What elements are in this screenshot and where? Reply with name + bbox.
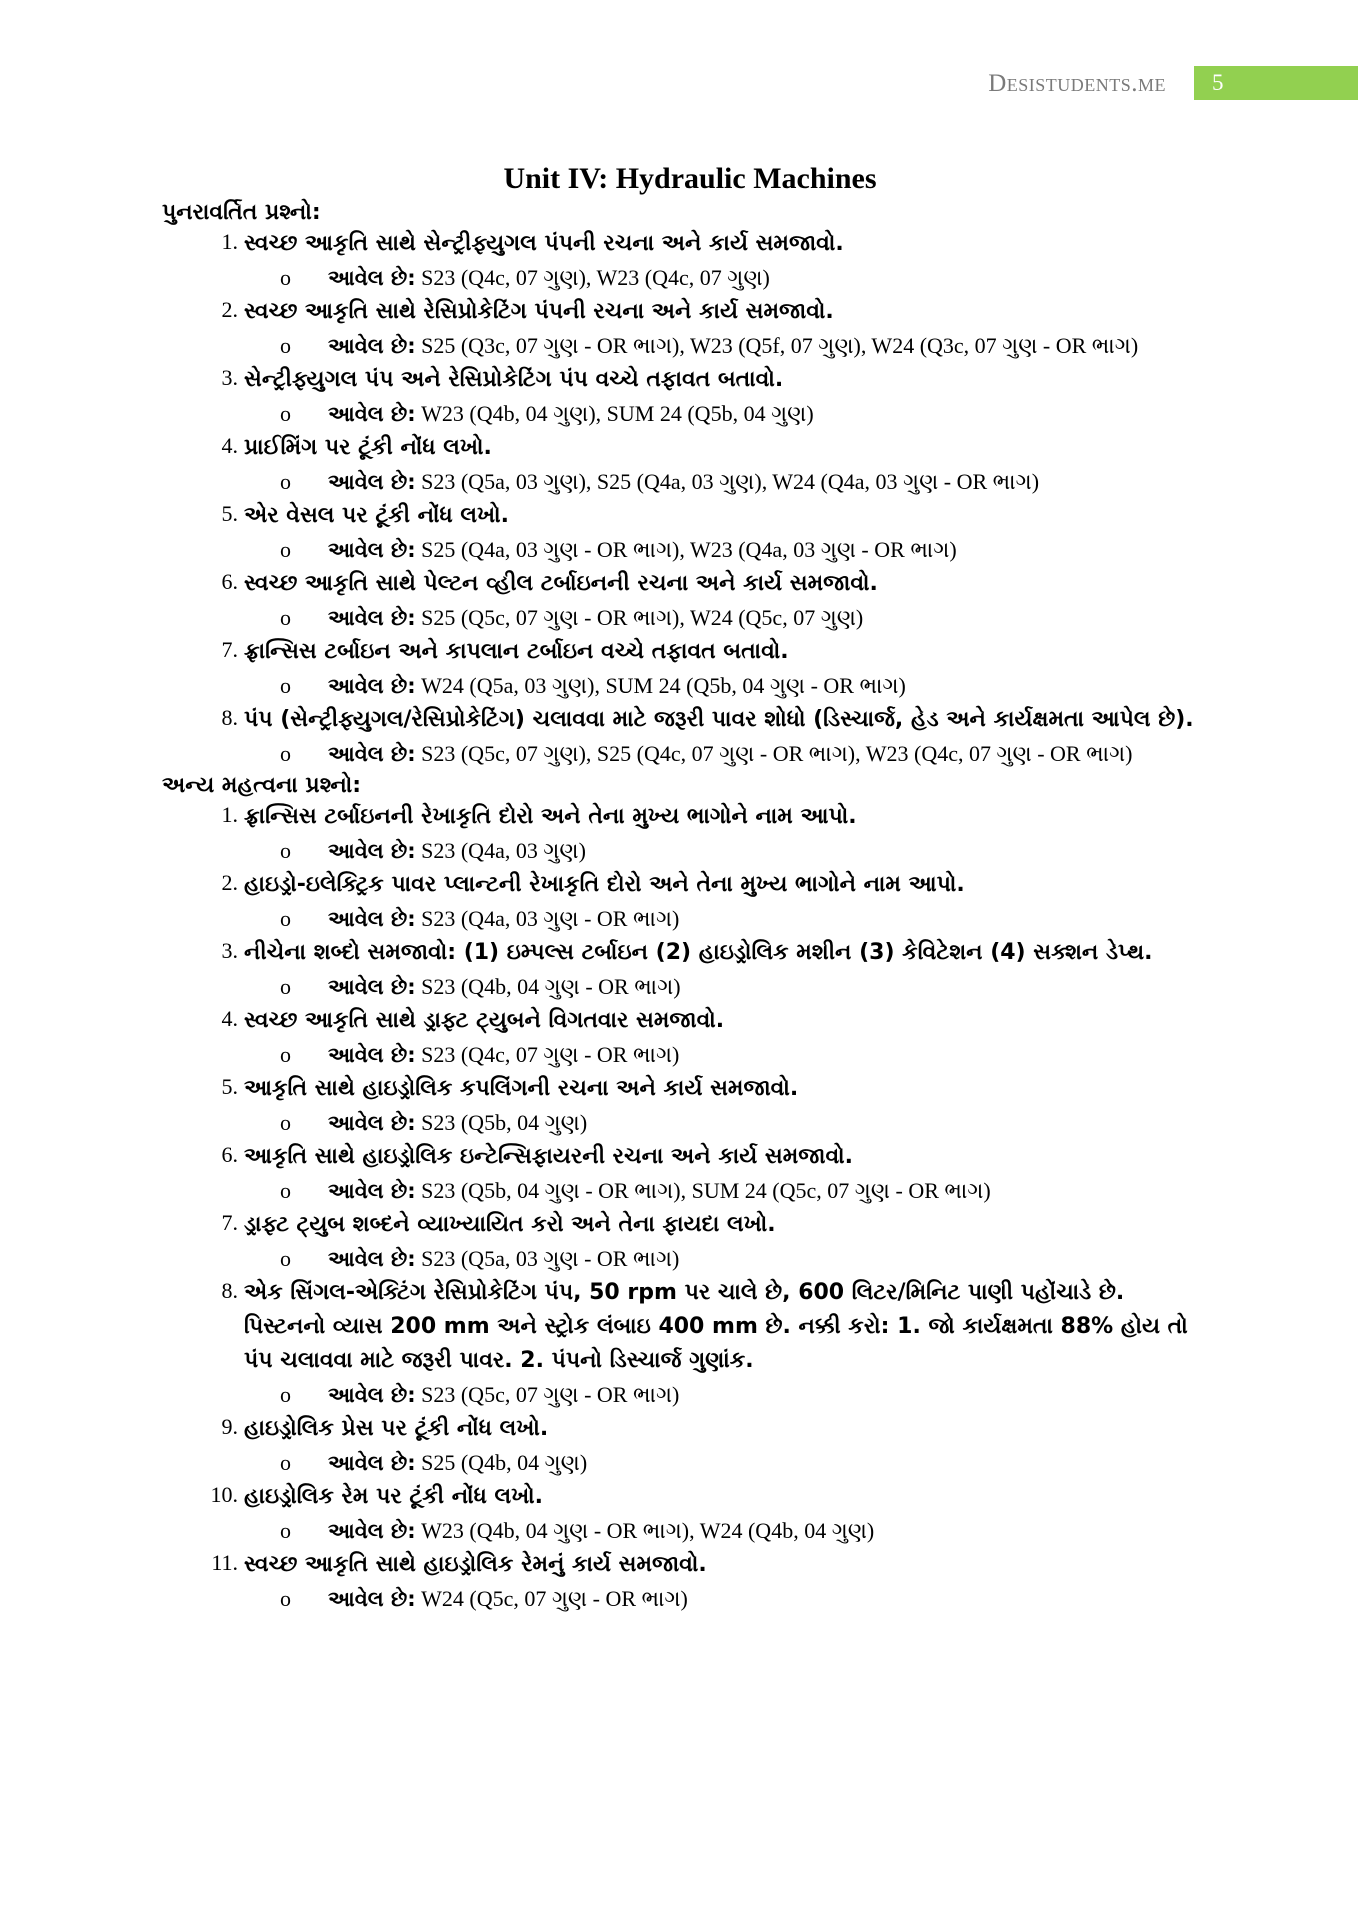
question-item	[162, 227, 1198, 295]
hollow-bullet-icon: o	[280, 1246, 291, 1271]
question-number: 3.	[221, 365, 238, 390]
question-text: સ્વચ્છ આકૃતિ સાથે હાઇડ્રોલિક રેમનું કાર્ય સમજાવો.	[244, 1552, 707, 1577]
appeared-label: આવેલ છે:	[328, 1587, 416, 1611]
question-item	[162, 1548, 1198, 1616]
appeared-in-line	[244, 1378, 1198, 1412]
question-item	[162, 635, 1198, 703]
appeared-label: આવેલ છે:	[328, 470, 416, 494]
hollow-bullet-icon: o	[280, 838, 291, 863]
question-text: એર વેસલ પર ટૂંકી નોંધ લખો.	[244, 503, 509, 528]
appeared-label: આવેલ છે:	[328, 538, 416, 562]
appeared-in-line	[244, 1038, 1198, 1072]
hollow-bullet-icon: o	[280, 1450, 291, 1475]
appeared-in-line	[244, 1446, 1198, 1480]
question-item	[162, 1276, 1198, 1412]
appeared-in-line	[244, 970, 1198, 1004]
document-content	[162, 162, 1198, 1616]
section-heading: અન્ય મહત્વના પ્રશ્નો:	[162, 773, 362, 798]
hollow-bullet-icon: o	[280, 974, 291, 999]
appeared-label: આવેલ છે:	[328, 839, 416, 863]
question-item	[162, 1412, 1198, 1480]
hollow-bullet-icon: o	[280, 1382, 291, 1407]
exam-references: S23 (Q5c, 07 ગુણ - OR ભાગ)	[421, 1382, 680, 1407]
appeared-in-line	[244, 669, 1198, 703]
question-text: હાઇડ્રો-ઇલેક્ટ્રિક પાવર પ્લાન્ટની રેખાકૃતિ દોરો અને તેના મુખ્ય ભાગોને નામ આપો.	[244, 872, 965, 897]
appeared-label: આવેલ છે:	[328, 1519, 416, 1543]
question-number: 8.	[221, 1278, 238, 1303]
appeared-in-line	[244, 261, 1198, 295]
appeared-label: આવેલ છે:	[328, 975, 416, 999]
hollow-bullet-icon: o	[280, 537, 291, 562]
hollow-bullet-icon: o	[280, 673, 291, 698]
exam-references: S25 (Q4a, 03 ગુણ - OR ભાગ), W23 (Q4a, 03 ગુણ - OR ભાગ)	[421, 537, 957, 562]
appeared-label: આવેલ છે:	[328, 402, 416, 426]
appeared-in-line	[244, 601, 1198, 635]
appeared-label: આવેલ છે:	[328, 1383, 416, 1407]
question-number: 4.	[221, 433, 238, 458]
question-text: ફ્રાન્સિસ ટર્બાઇન અને કાપલાન ટર્બાઇન વચ્ચે તફાવત બતાવો.	[244, 639, 789, 664]
question-number: 4.	[221, 1006, 238, 1031]
question-number: 6.	[221, 569, 238, 594]
question-number: 5.	[221, 1074, 238, 1099]
question-item	[162, 1072, 1198, 1140]
question-text: હાઇડ્રોલિક રેમ પર ટૂંકી નોંધ લખો.	[244, 1484, 544, 1509]
appeared-label: આવેલ છે:	[328, 1111, 416, 1135]
appeared-label: આવેલ છે:	[328, 334, 416, 358]
question-number: 8.	[221, 705, 238, 730]
section-heading: પુનરાવર્તિત પ્રશ્નો:	[162, 200, 321, 225]
exam-references: S25 (Q3c, 07 ગુણ - OR ભાગ), W23 (Q5f, 07 ગુણ), W24 (Q3c, 07 ગુણ - OR ભાગ)	[421, 333, 1139, 358]
exam-references: W23 (Q4b, 04 ગુણ - OR ભાગ), W24 (Q4b, 04 ગુણ)	[421, 1518, 875, 1543]
appeared-in-line	[244, 329, 1198, 363]
question-text: હાઇડ્રોલિક પ્રેસ પર ટૂંકી નોંધ લખો.	[244, 1416, 549, 1441]
question-item	[162, 1208, 1198, 1276]
hollow-bullet-icon: o	[280, 1518, 291, 1543]
question-number: 6.	[221, 1142, 238, 1167]
exam-references: S23 (Q4c, 07 ગુણ), W23 (Q4c, 07 ગુણ)	[421, 265, 770, 290]
question-item	[162, 431, 1198, 499]
exam-references: W24 (Q5c, 07 ગુણ - OR ભાગ)	[421, 1586, 688, 1611]
question-item	[162, 1480, 1198, 1548]
question-text: સ્વચ્છ આકૃતિ સાથે પેલ્ટન વ્હીલ ટર્બાઇનની રચના અને કાર્ય સમજાવો.	[244, 571, 878, 596]
question-number: 7.	[221, 1210, 238, 1235]
hollow-bullet-icon: o	[280, 401, 291, 426]
page-number-badge: 5	[1194, 66, 1358, 100]
question-text: ડ્રાફ્ટ ટ્યુબ શબ્દને વ્યાખ્યાયિત કરો અને તેના ફાયદા લખો.	[244, 1212, 776, 1237]
question-item	[162, 868, 1198, 936]
exam-references: S23 (Q5c, 07 ગુણ), S25 (Q4c, 07 ગુણ - OR ભાગ), W23 (Q4c, 07 ગુણ - OR ભાગ)	[421, 741, 1133, 766]
exam-references: S23 (Q4a, 03 ગુણ)	[421, 838, 586, 863]
question-text: નીચેના શબ્દો સમજાવો: (1) ઇમ્પલ્સ ટર્બાઇન (2) હાઇડ્રોલિક મશીન (3) કેવિટેશન (4) સક્શન ડેપ્થ.	[244, 940, 1153, 965]
question-number: 7.	[221, 637, 238, 662]
appeared-label: આવેલ છે:	[328, 1247, 416, 1271]
exam-references: S23 (Q5b, 04 ગુણ)	[421, 1110, 588, 1135]
appeared-in-line	[244, 1582, 1198, 1616]
exam-references: W24 (Q5a, 03 ગુણ), SUM 24 (Q5b, 04 ગુણ - OR ભાગ)	[421, 673, 906, 698]
exam-references: S25 (Q4b, 04 ગુણ)	[421, 1450, 588, 1475]
site-name: Desistudents.me	[988, 70, 1166, 97]
exam-references: S23 (Q5a, 03 ગુણ), S25 (Q4a, 03 ગુણ), W24 (Q4a, 03 ગુણ - OR ભાગ)	[421, 469, 1040, 494]
appeared-in-line	[244, 533, 1198, 567]
exam-references: S23 (Q4c, 07 ગુણ - OR ભાગ)	[421, 1042, 680, 1067]
question-number: 11.	[211, 1550, 238, 1575]
appeared-label: આવેલ છે:	[328, 907, 416, 931]
appeared-in-line	[244, 737, 1198, 771]
question-number: 1.	[221, 802, 238, 827]
question-text: આકૃતિ સાથે હાઇડ્રોલિક કપલિંગની રચના અને કાર્ય સમજાવો.	[244, 1076, 799, 1101]
page-header	[0, 66, 1358, 100]
page-title: Unit IV: Hydraulic Machines	[503, 162, 877, 195]
question-item	[162, 295, 1198, 363]
hollow-bullet-icon: o	[280, 1178, 291, 1203]
question-text: સ્વચ્છ આકૃતિ સાથે ડ્રાફ્ટ ટ્યુબને વિગતવાર સમજાવો.	[244, 1008, 725, 1033]
appeared-label: આવેલ છે:	[328, 606, 416, 630]
appeared-label: આવેલ છે:	[328, 674, 416, 698]
question-item	[162, 363, 1198, 431]
appeared-label: આવેલ છે:	[328, 1451, 416, 1475]
appeared-in-line	[244, 465, 1198, 499]
question-text: ફ્રાન્સિસ ટર્બાઇનની રેખાકૃતિ દોરો અને તેના મુખ્ય ભાગોને નામ આપો.	[244, 804, 857, 829]
question-sections	[162, 200, 1198, 1616]
appeared-in-line	[244, 902, 1198, 936]
question-item	[162, 499, 1198, 567]
question-number: 3.	[221, 938, 238, 963]
question-item	[162, 1140, 1198, 1208]
hollow-bullet-icon: o	[280, 605, 291, 630]
exam-references: S23 (Q4a, 03 ગુણ - OR ભાગ)	[421, 906, 680, 931]
appeared-in-line	[244, 1106, 1198, 1140]
question-item	[162, 800, 1198, 868]
question-number: 1.	[221, 229, 238, 254]
question-number: 10.	[210, 1482, 238, 1507]
appeared-label: આવેલ છે:	[328, 266, 416, 290]
question-text: સેન્ટ્રીફ્યુગલ પંપ અને રેસિપ્રોકેટિંગ પંપ વચ્ચે તફાવત બતાવો.	[244, 367, 784, 392]
exam-references: S23 (Q4b, 04 ગુણ - OR ભાગ)	[421, 974, 681, 999]
hollow-bullet-icon: o	[280, 333, 291, 358]
hollow-bullet-icon: o	[280, 1110, 291, 1135]
question-text: પ્રાઈમિંગ પર ટૂંકી નોંધ લખો.	[244, 435, 492, 460]
question-text: પંપ (સેન્ટ્રીફ્યુગલ/રેસિપ્રોકેટિંગ) ચલાવવા માટે જરૂરી પાવર શોધો (ડિસ્ચાર્જ, હેડ અને કાર્યક્ષમતા આપેલ છે).	[244, 707, 1194, 732]
exam-references: W23 (Q4b, 04 ગુણ), SUM 24 (Q5b, 04 ગુણ)	[421, 401, 814, 426]
question-list	[162, 800, 1198, 1616]
appeared-label: આવેલ છે:	[328, 1179, 416, 1203]
hollow-bullet-icon: o	[280, 265, 291, 290]
question-number: 2.	[221, 870, 238, 895]
appeared-in-line	[244, 834, 1198, 868]
hollow-bullet-icon: o	[280, 906, 291, 931]
question-text: એક સિંગલ-એક્ટિંગ રેસિપ્રોકેટિંગ પંપ, 50 rpm પર ચાલે છે, 600 લિટર/મિનિટ પાણી પહોંચાડે છે. પિસ્ટનનો વ્યાસ 200 mm અને સ્ટ્રોક લંબાઇ 400 mm છે. નક્કી કરો: 1. જો કાર્યક્ષમતા 88% હોય તો પંપ ચલાવવા માટે જરૂરી પાવર. 2. પંપનો ડિસ્ચાર્જ ગુણાંક.	[244, 1280, 1188, 1373]
question-text: સ્વચ્છ આકૃતિ સાથે રેસિપ્રોકેટિંગ પંપની રચના અને કાર્ય સમજાવો.	[244, 299, 834, 324]
question-item	[162, 567, 1198, 635]
hollow-bullet-icon: o	[280, 1042, 291, 1067]
question-item	[162, 936, 1198, 1004]
question-list	[162, 227, 1198, 771]
appeared-in-line	[244, 1242, 1198, 1276]
question-item	[162, 703, 1198, 771]
question-number: 2.	[221, 297, 238, 322]
question-text: સ્વચ્છ આકૃતિ સાથે સેન્ટ્રીફ્યુગલ પંપની રચના અને કાર્ય સમજાવો.	[244, 231, 844, 256]
hollow-bullet-icon: o	[280, 1586, 291, 1611]
exam-references: S23 (Q5b, 04 ગુણ - OR ભાગ), SUM 24 (Q5c, 07 ગુણ - OR ભાગ)	[421, 1178, 991, 1203]
exam-references: S23 (Q5a, 03 ગુણ - OR ભાગ)	[421, 1246, 680, 1271]
hollow-bullet-icon: o	[280, 469, 291, 494]
appeared-in-line	[244, 1514, 1198, 1548]
question-text: આકૃતિ સાથે હાઇડ્રોલિક ઇન્ટેન્સિફાયરની રચના અને કાર્ય સમજાવો.	[244, 1144, 854, 1169]
appeared-in-line	[244, 1174, 1198, 1208]
question-item	[162, 1004, 1198, 1072]
question-number: 5.	[221, 501, 238, 526]
exam-references: S25 (Q5c, 07 ગુણ - OR ભાગ), W24 (Q5c, 07 ગુણ)	[421, 605, 864, 630]
appeared-label: આવેલ છે:	[328, 1043, 416, 1067]
hollow-bullet-icon: o	[280, 741, 291, 766]
appeared-in-line	[244, 397, 1198, 431]
appeared-label: આવેલ છે:	[328, 742, 416, 766]
question-number: 9.	[221, 1414, 238, 1439]
